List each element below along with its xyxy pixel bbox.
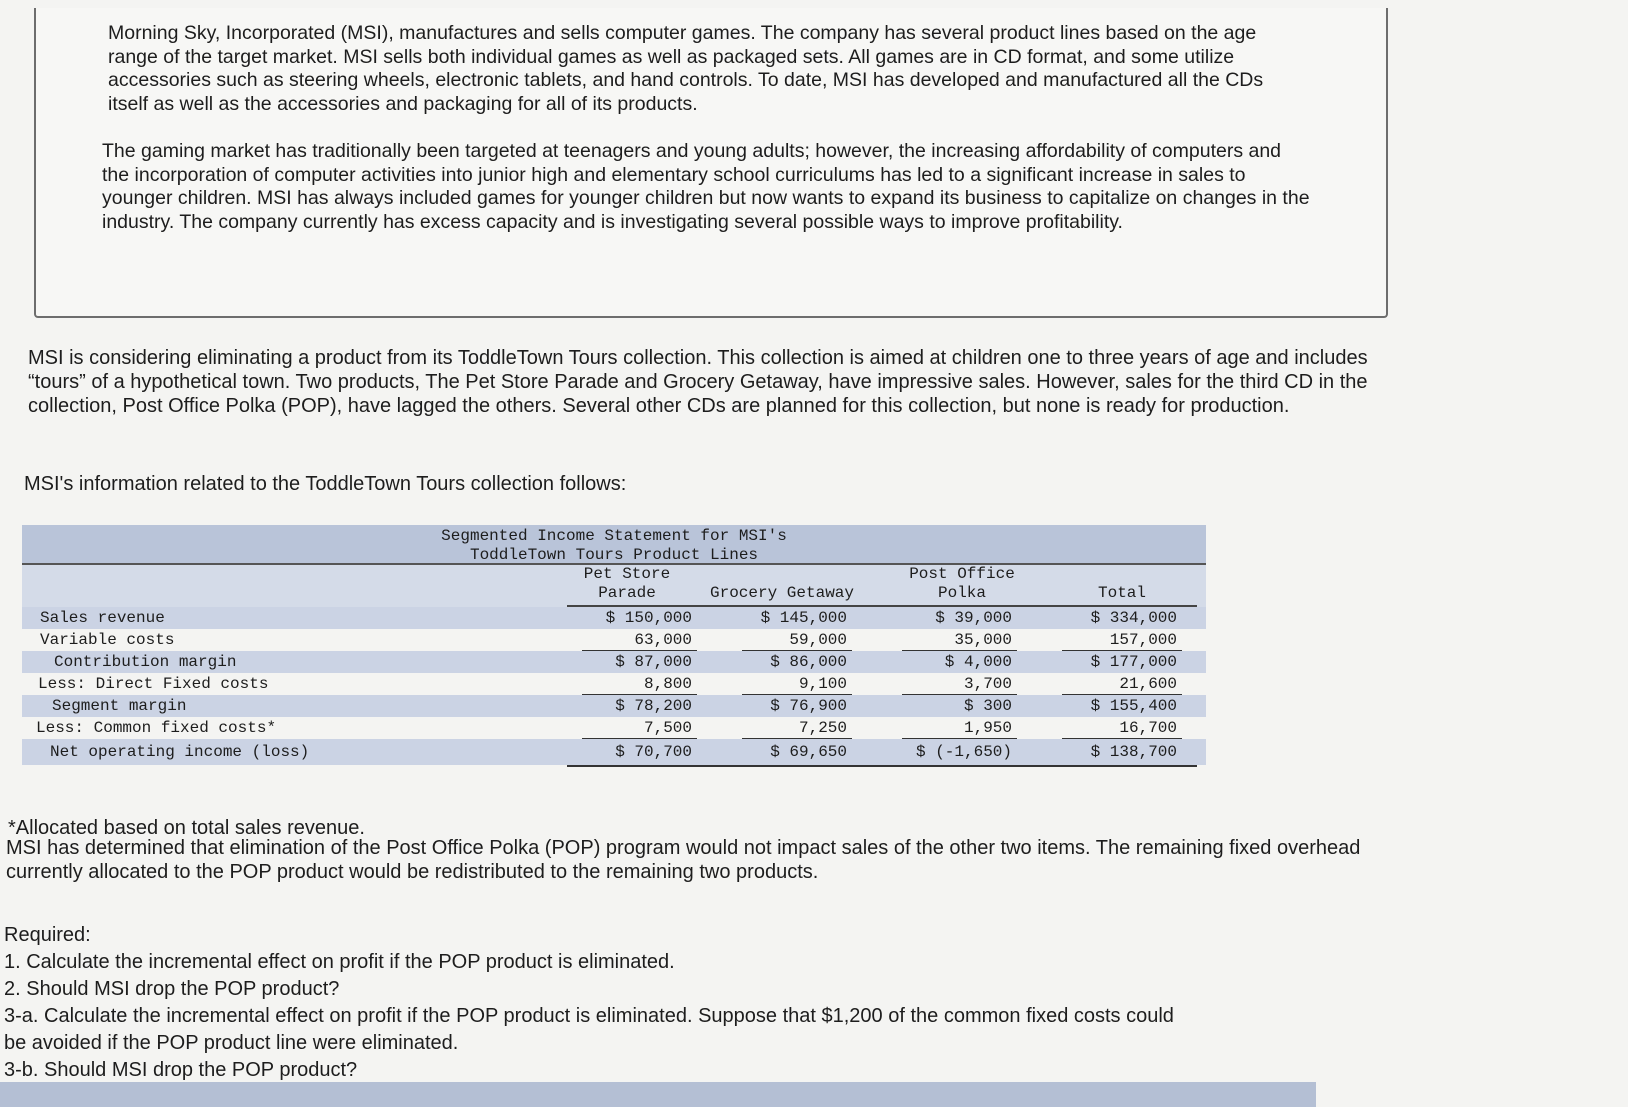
answer-tab-bar bbox=[0, 1082, 1316, 1107]
intro-paragraph-1: Morning Sky, Incorporated (MSI), manufactures and sells computer games. The company has several product lines based on the age range of the target market. MSI sells both individual games as well as packaged sets. All games are in CD format, and some utilize accessories such as steering wheels, electronic tablets, and hand controls. To date, MSI has developed and manufactured all the CDs itself as well as the accessories and packaging for all of its products. bbox=[108, 22, 1264, 115]
required-item: 1. Calculate the incremental effect on profit if the POP product is eliminated. bbox=[4, 951, 675, 973]
column-header-total: Total bbox=[1097, 584, 1146, 602]
table-cell: $ 39,000 bbox=[935, 609, 1012, 627]
table-cell: 59,000 bbox=[789, 631, 847, 649]
table-cell: 7,250 bbox=[798, 719, 847, 737]
company-intro-box bbox=[34, 8, 1388, 318]
table-cell: $ 86,000 bbox=[770, 653, 847, 671]
table-cell: $ (-1,650) bbox=[915, 743, 1012, 761]
table-cell: 63,000 bbox=[634, 631, 692, 649]
table-cell: $ 145,000 bbox=[760, 609, 847, 627]
statement-title bbox=[22, 525, 1206, 565]
table-cell: 16,700 bbox=[1119, 719, 1177, 737]
table-row bbox=[22, 739, 1206, 765]
statement-title-line1: Segmented Income Statement for MSI's bbox=[441, 527, 787, 545]
table-cell: 157,000 bbox=[1109, 631, 1177, 649]
scenario-text: MSI is considering eliminating a product from its ToddleTown Tours collection. This collection is aimed at children one to three years of age and includes “tours” of a hypothetical town. Two products, The Pet Store Parade and Grocery Getaway, have impressive sales. However, sales for the third CD in the collection, Post Office Polka (POP), have lagged the others. Several other CDs are planned for this collection, but none is ready for production. bbox=[28, 347, 1368, 417]
row-label: Net operating income (loss) bbox=[50, 743, 310, 761]
table-cell: $ 76,900 bbox=[770, 697, 847, 715]
required-heading: Required: bbox=[4, 924, 91, 946]
table-cell: $ 300 bbox=[963, 697, 1012, 715]
table-cell: 9,100 bbox=[798, 675, 847, 693]
table-cell: 35,000 bbox=[954, 631, 1012, 649]
table-row bbox=[22, 607, 1206, 629]
table-cell: $ 150,000 bbox=[605, 609, 692, 627]
table-cell: 1,950 bbox=[963, 719, 1012, 737]
table-cell: 21,600 bbox=[1119, 675, 1177, 693]
table-row bbox=[22, 673, 1206, 695]
intro-paragraph-2: The gaming market has traditionally been targeted at teenagers and young adults; however, the increasing affordability of computers and the incorporation of computer activities into junior high and elementary school curriculums has led to a significant increase in sales to younger children. MSI has always included games for younger children but now wants to expand its business to capitalize on changes in the industry. The company currently has excess capacity and is investigating several possible ways to improve profitability. bbox=[102, 140, 1310, 233]
table-row bbox=[22, 695, 1206, 717]
table-cell: $ 78,200 bbox=[615, 697, 692, 715]
table-cell: $ 70,700 bbox=[615, 743, 692, 761]
row-label: Contribution margin bbox=[54, 653, 237, 671]
table-row bbox=[22, 717, 1206, 739]
required-item: be avoided if the POP product line were eliminated. bbox=[4, 1032, 459, 1054]
segmented-income-statement bbox=[22, 525, 1206, 765]
row-label: Variable costs bbox=[40, 631, 175, 649]
table-row bbox=[22, 651, 1206, 673]
column-header-pet-store-parade: Pet Store Parade bbox=[583, 565, 671, 602]
column-header-grocery-getaway: Grocery Getaway bbox=[709, 584, 855, 602]
row-label: Segment margin bbox=[52, 697, 187, 715]
table-cell: $ 69,650 bbox=[770, 743, 847, 761]
footnote: *Allocated based on total sales revenue. bbox=[8, 817, 365, 839]
row-label: Less: Common fixed costs* bbox=[36, 719, 277, 737]
required-item: 2. Should MSI drop the POP product? bbox=[4, 978, 340, 1000]
column-header-post-office-polka: Post Office Polka bbox=[909, 565, 1015, 602]
table-cell: 3,700 bbox=[963, 675, 1012, 693]
table-row bbox=[22, 629, 1206, 651]
table-cell: $ 4,000 bbox=[944, 653, 1012, 671]
table-cell: 8,800 bbox=[643, 675, 692, 693]
row-label: Sales revenue bbox=[40, 609, 165, 627]
info-heading: MSI's information related to the ToddleTown Tours collection follows: bbox=[24, 473, 627, 495]
statement-column-header bbox=[22, 565, 1206, 607]
table-cell: $ 177,000 bbox=[1090, 653, 1177, 671]
double-underline bbox=[567, 765, 1197, 767]
table-cell: 7,500 bbox=[643, 719, 692, 737]
statement-title-line2: ToddleTown Tours Product Lines bbox=[469, 546, 759, 564]
table-cell: $ 334,000 bbox=[1090, 609, 1177, 627]
elimination-note: MSI has determined that elimination of the Post Office Polka (POP) program would not impact sales of the other two items. The remaining fixed overhead currently allocated to the POP product would be redistributed to the remaining two products. bbox=[6, 837, 1361, 883]
required-item: 3-b. Should MSI drop the POP product? bbox=[4, 1059, 358, 1081]
table-cell: $ 138,700 bbox=[1090, 743, 1177, 761]
table-cell: $ 87,000 bbox=[615, 653, 692, 671]
row-label: Less: Direct Fixed costs bbox=[38, 675, 269, 693]
required-item: 3-a. Calculate the incremental effect on profit if the POP product is eliminated. Suppose that $1,200 of the common fixed costs could bbox=[4, 1005, 1174, 1027]
required-section bbox=[4, 922, 1174, 1084]
table-cell: $ 155,400 bbox=[1090, 697, 1177, 715]
